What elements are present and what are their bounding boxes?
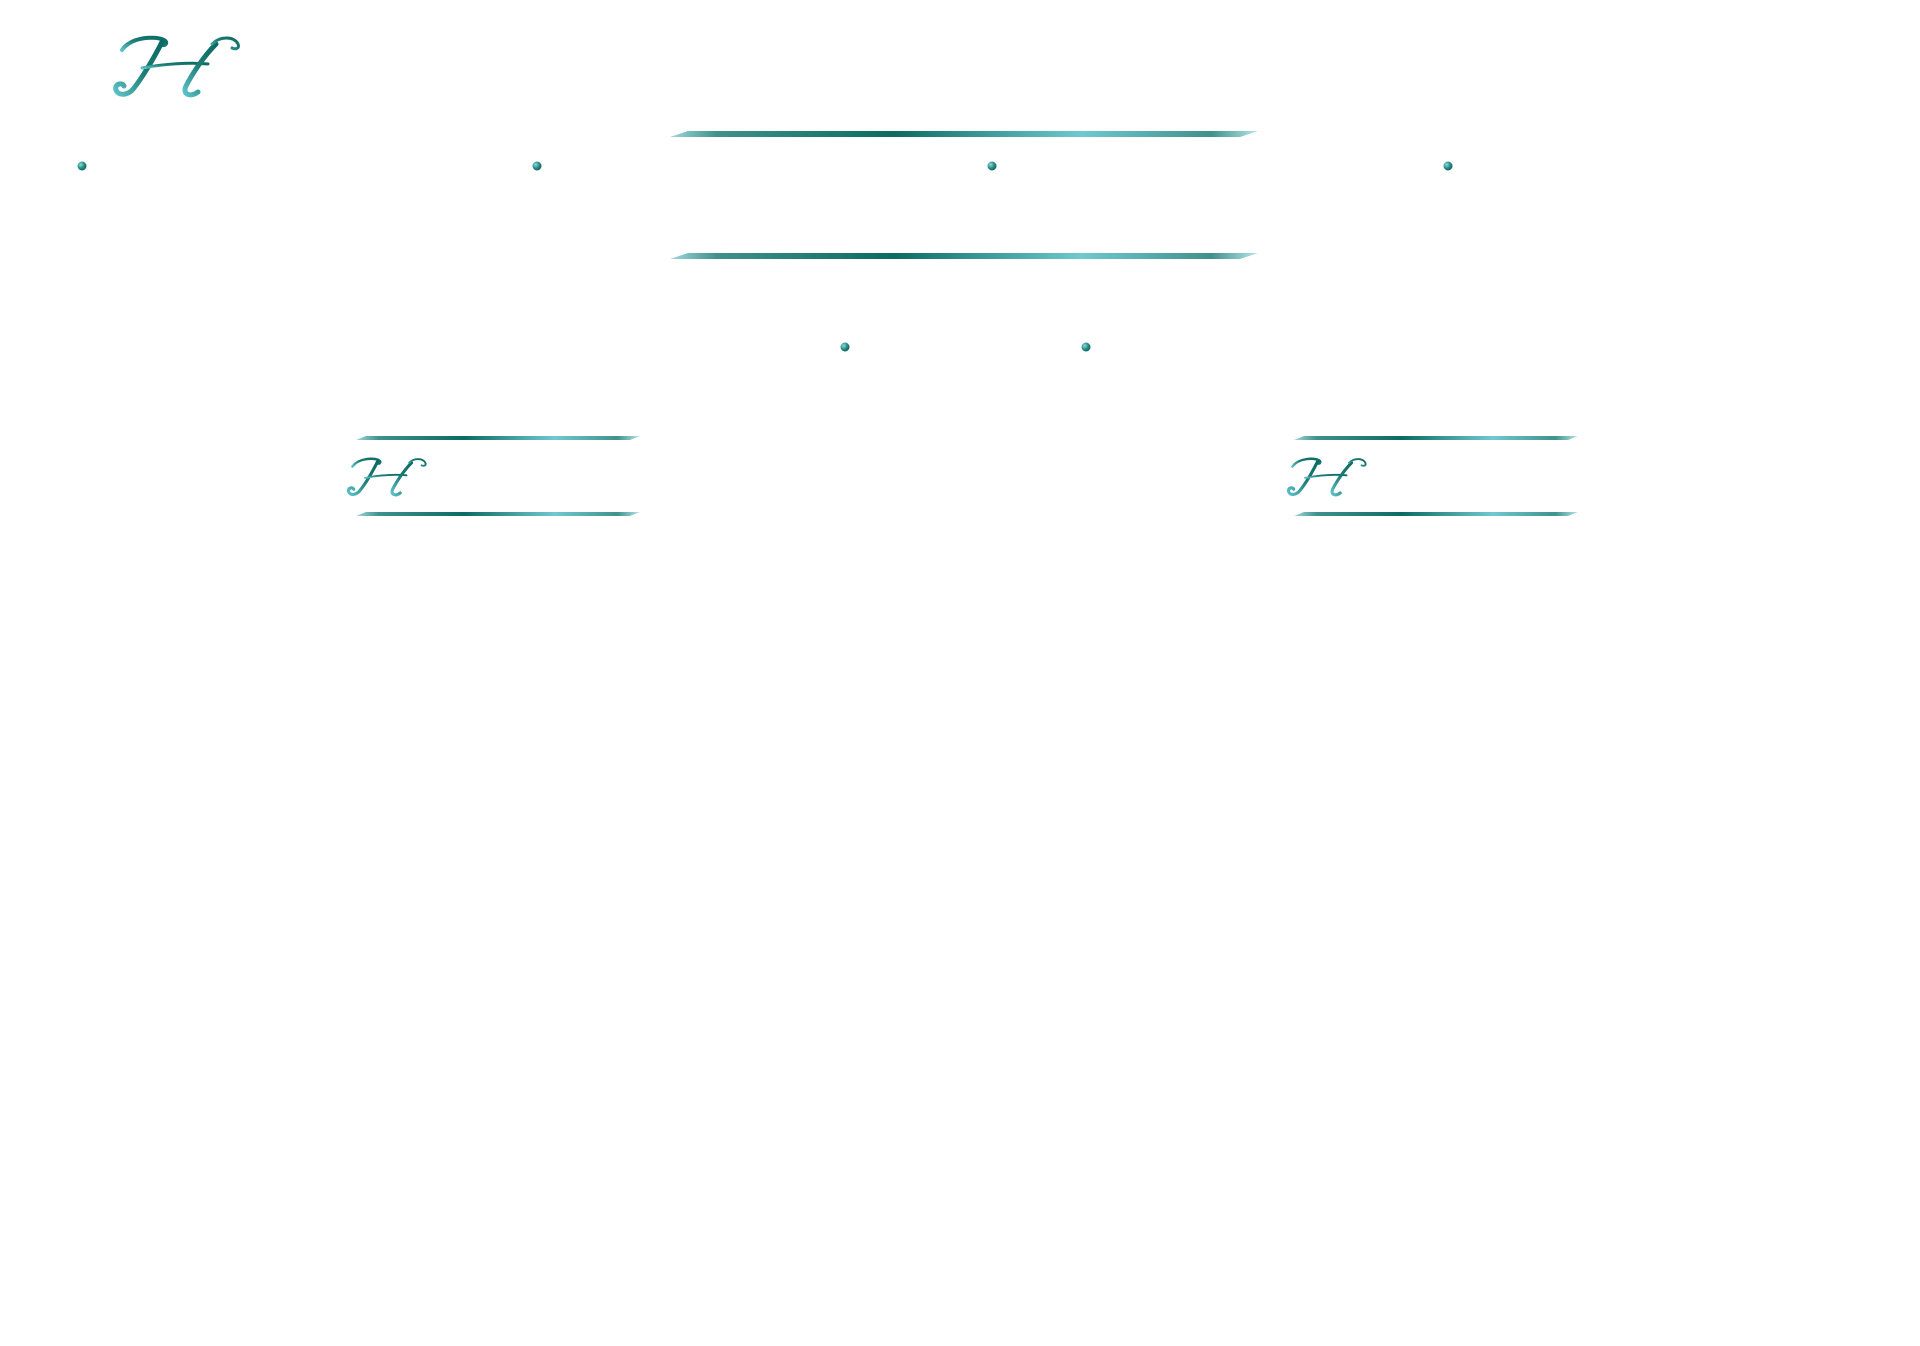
teal-dot-icon: [532, 161, 542, 171]
h-monogram-small-left-icon: [346, 454, 428, 498]
right-panel-top-divider-icon: [1294, 434, 1578, 442]
teal-dot-icon: [1081, 342, 1091, 352]
top-divider-bar-icon: [670, 129, 1258, 139]
right-panel-bottom-divider-icon: [1294, 510, 1578, 518]
left-panel-top-divider-icon: [356, 434, 640, 442]
middle-divider-bar-icon: [670, 251, 1258, 261]
teal-dot-icon: [840, 342, 850, 352]
teal-dot-icon: [77, 161, 87, 171]
h-monogram-small-right-icon: [1286, 454, 1368, 498]
h-monogram-logo-icon: [112, 30, 242, 100]
teal-dot-icon: [987, 161, 997, 171]
left-panel-bottom-divider-icon: [356, 510, 640, 518]
teal-dot-icon: [1443, 161, 1453, 171]
